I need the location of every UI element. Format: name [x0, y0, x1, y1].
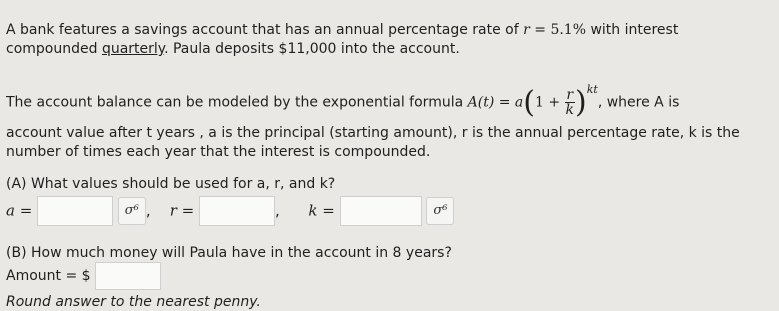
part-b-question — [6, 245, 452, 261]
model-text: The account balance can be modeled by the exponential formula — [6, 94, 468, 111]
a-label: a = — [6, 201, 33, 220]
part-a-question-text: (A) What values should be used for a, r, and k? — [6, 176, 336, 192]
a-input[interactable] — [37, 196, 113, 226]
part-b-question-text: (B) How much money will Paula have in the account in 8 years? — [6, 245, 452, 261]
intro-line-1 — [6, 22, 678, 38]
part-a-question — [6, 176, 335, 192]
intro-text: A bank features a savings account that has an annual percentage rate of — [6, 22, 524, 38]
compounding-frequency: quarterly — [101, 41, 165, 57]
k-label: k = — [308, 201, 335, 220]
comma-2: , — [275, 201, 280, 220]
model-definitions-end: number of times each year that the interest is compounded. — [6, 144, 431, 160]
left-paren: ( — [523, 85, 535, 120]
part-a-answers — [6, 196, 454, 226]
rate-variable: r — [523, 22, 530, 38]
comma-1: , — [145, 201, 151, 220]
rounding-hint — [6, 294, 261, 310]
model-definitions: account value after t years , a is the principal (starting amount), r is the annual percentage rate, k is the — [6, 125, 740, 141]
formula-exponent: kt — [586, 82, 598, 96]
fraction-denominator: k — [565, 102, 575, 118]
rate-value: = 5.1% — [529, 22, 587, 38]
intro-text-end: with interest — [586, 22, 679, 38]
model-line-3 — [6, 144, 430, 160]
amount-label: Amount = $ — [6, 268, 91, 284]
model-text-end: , where A is — [597, 94, 680, 111]
amount-row — [6, 262, 161, 290]
intro-text-2: compounded — [6, 41, 102, 57]
deposit-text: . Paula deposits $11,000 into the account. — [164, 41, 460, 57]
rounding-hint-text: Round answer to the nearest penny. — [6, 294, 261, 310]
k-input[interactable] — [340, 196, 422, 226]
k-sigma-button[interactable]: σ⁶ — [426, 197, 454, 225]
amount-input[interactable] — [95, 262, 161, 290]
fraction-r-over-k — [565, 88, 575, 117]
fraction-numerator: r — [566, 87, 574, 103]
formula-lhs: A(t) = a — [467, 94, 524, 111]
formula-inner: 1 + — [534, 94, 565, 111]
model-line-1 — [6, 82, 680, 120]
model-line-2 — [6, 125, 740, 141]
r-input[interactable] — [199, 196, 275, 226]
intro-line-2 — [6, 41, 460, 57]
a-sigma-button[interactable]: σ⁶ — [118, 197, 146, 225]
right-paren: ) — [575, 85, 587, 120]
r-label: r = — [169, 201, 195, 220]
